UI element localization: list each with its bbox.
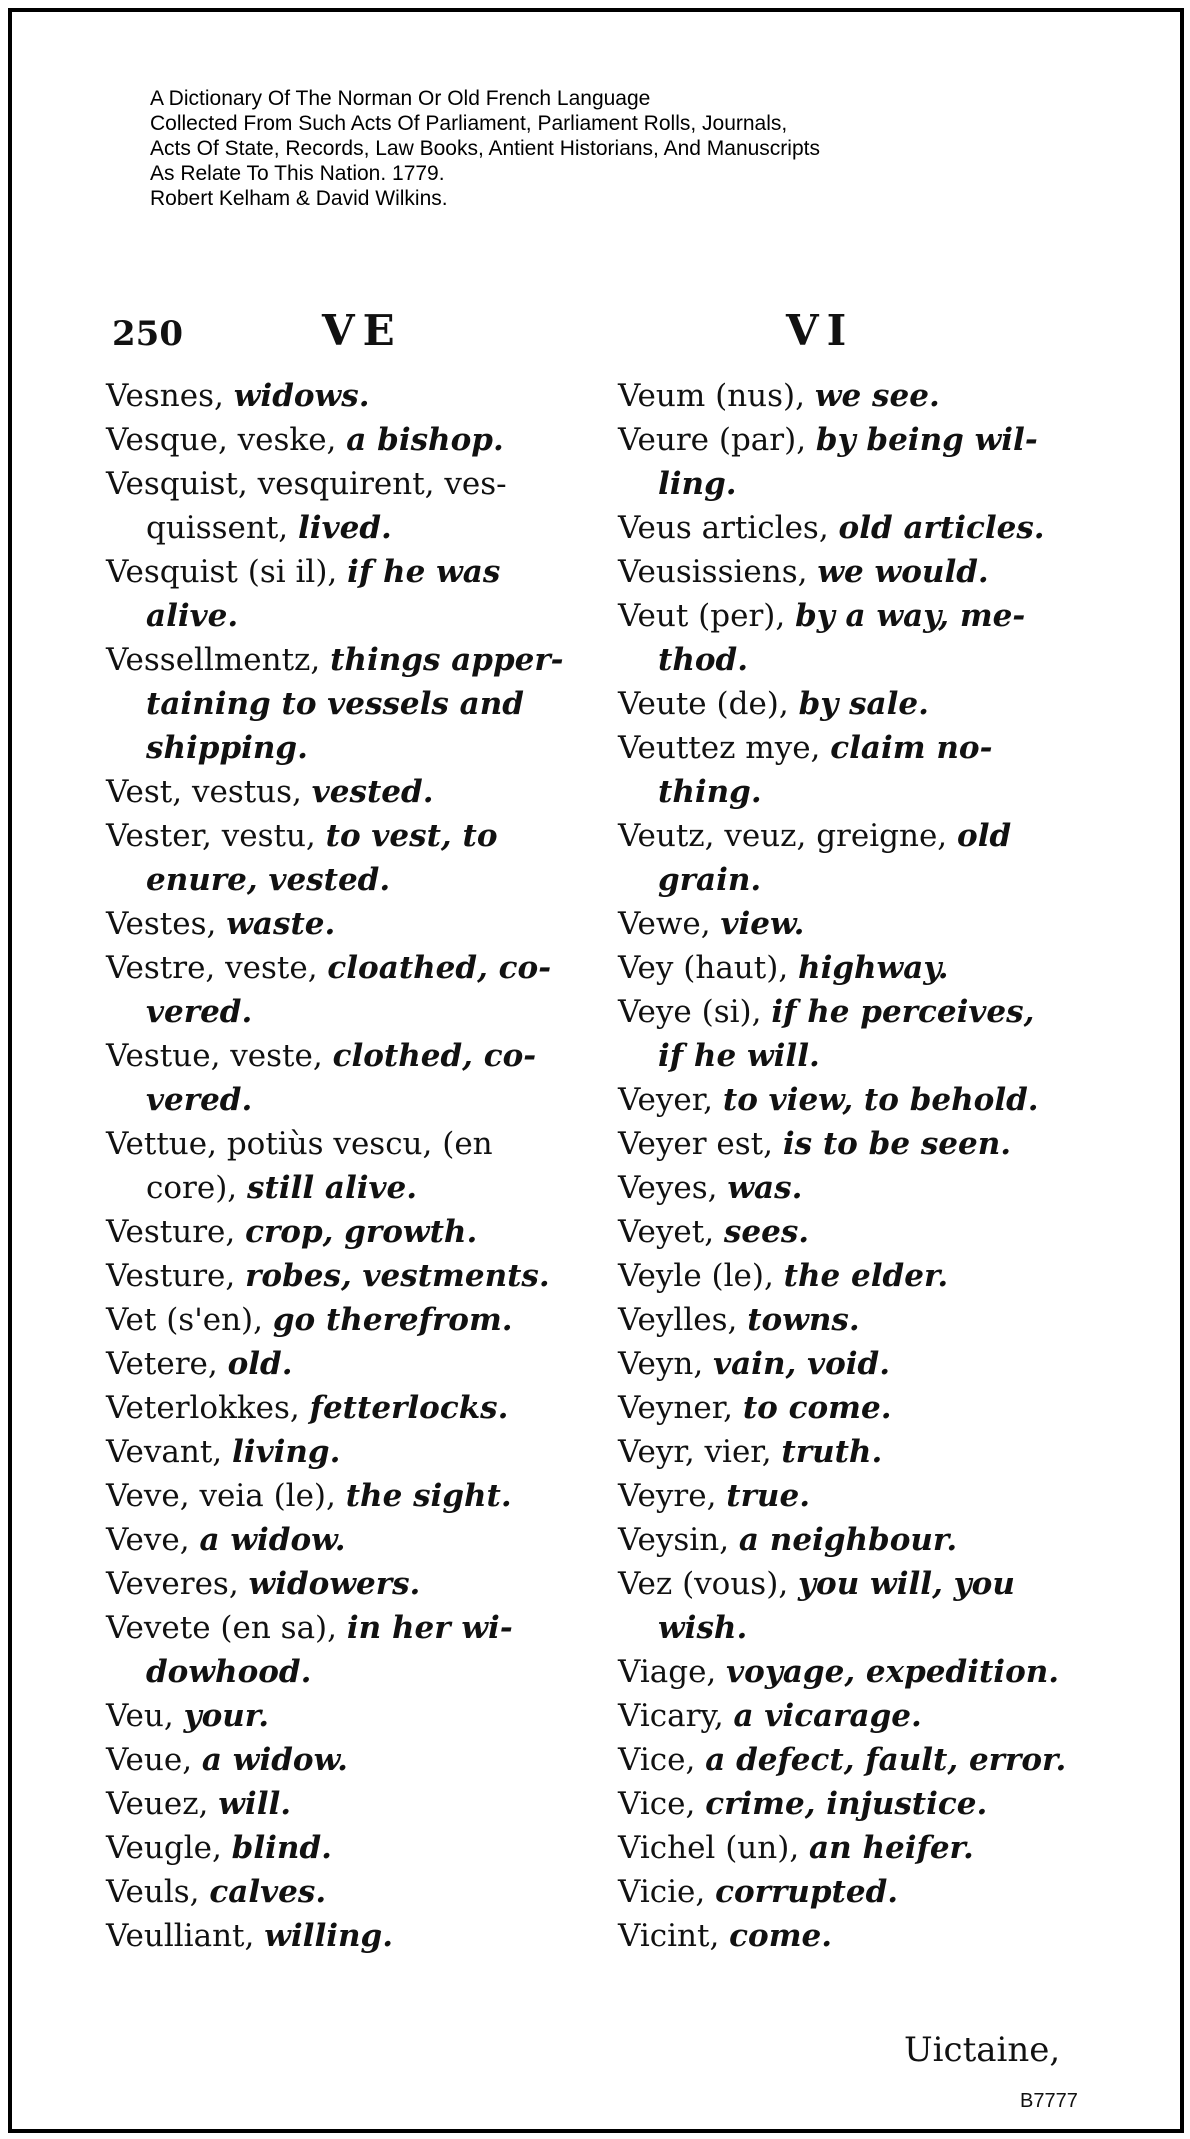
entry-continuation <box>106 506 576 550</box>
continuation-text: quissent, <box>146 510 299 546</box>
dictionary-entry <box>618 1386 1088 1430</box>
headword: Veye (si), <box>618 994 772 1030</box>
dictionary-entry <box>618 1694 1088 1738</box>
dictionary-entry <box>618 374 1088 418</box>
definition: a defect, fault, error. <box>705 1742 1067 1778</box>
dictionary-entry <box>618 1650 1088 1694</box>
headword: Veyer est, <box>618 1126 783 1162</box>
definition: alive. <box>146 598 239 634</box>
entry-continuation <box>106 990 576 1034</box>
definition: voyage, expedition. <box>726 1654 1060 1690</box>
dictionary-entry <box>106 638 576 770</box>
dictionary-entry <box>106 1518 576 1562</box>
headword: Veyet, <box>618 1214 724 1250</box>
dictionary-entry <box>618 1342 1088 1386</box>
document-header <box>150 86 820 211</box>
definition: living. <box>232 1434 341 1470</box>
definition: waste. <box>226 906 336 942</box>
definition: highway. <box>798 950 949 986</box>
definition: we would. <box>817 554 989 590</box>
headword: Vetere, <box>106 1346 228 1382</box>
entry-continuation <box>618 770 1088 814</box>
definition: will. <box>218 1786 292 1822</box>
definition: a bishop. <box>346 422 504 458</box>
headword: Vestes, <box>106 906 227 942</box>
headword: Veyer, <box>618 1082 723 1118</box>
dictionary-entry <box>106 1694 576 1738</box>
entry-continuation <box>106 1166 576 1210</box>
definition: fetterlocks. <box>309 1390 509 1426</box>
dictionary-entry <box>618 1122 1088 1166</box>
dictionary-entry <box>106 1034 576 1122</box>
headword: Veyn, <box>618 1346 714 1382</box>
definition: in her wi- <box>346 1610 513 1646</box>
headword: Vettue, potiùs vescu, (en <box>106 1126 493 1162</box>
dictionary-entry <box>106 1914 576 1958</box>
header-line: Robert Kelham & David Wilkins. <box>150 187 448 210</box>
headword: Veut (per), <box>618 598 796 634</box>
headword: Vesture, <box>106 1258 246 1294</box>
dictionary-entry <box>106 1298 576 1342</box>
headword: Vice, <box>618 1742 706 1778</box>
headword: Veyner, <box>618 1390 743 1426</box>
dictionary-entry <box>106 770 576 814</box>
dictionary-entry <box>618 682 1088 726</box>
definition: view. <box>720 906 805 942</box>
dictionary-entry <box>618 1782 1088 1826</box>
entry-continuation <box>618 462 1088 506</box>
dictionary-entry <box>106 814 576 902</box>
dictionary-entry <box>618 594 1088 682</box>
definition: old articles. <box>838 510 1045 546</box>
headword: Vesquist (si il), <box>106 554 348 590</box>
headword: Veutz, veuz, greigne, <box>618 818 958 854</box>
definition: towns. <box>747 1302 860 1338</box>
headword: Veuez, <box>106 1786 219 1822</box>
headword: Vestue, veste, <box>106 1038 333 1074</box>
page-number: 250 <box>112 314 183 354</box>
definition: a widow. <box>201 1742 348 1778</box>
entry-continuation <box>106 1650 576 1694</box>
dictionary-entry <box>618 550 1088 594</box>
entry-continuation <box>106 594 576 638</box>
headword: Veulliant, <box>106 1918 265 1954</box>
dictionary-entry <box>106 1870 576 1914</box>
entry-continuation <box>106 1078 576 1122</box>
headword: Vessellmentz, <box>106 642 331 678</box>
header-line: Collected From Such Acts Of Parliament, Parliament Rolls, Journals, <box>150 112 788 135</box>
headword: Veus articles, <box>618 510 839 546</box>
dictionary-entry <box>618 946 1088 990</box>
headword: Veve, <box>106 1522 200 1558</box>
definition: vain, void. <box>713 1346 891 1382</box>
entry-continuation <box>618 638 1088 682</box>
headword: Veyes, <box>618 1170 728 1206</box>
dictionary-entry <box>618 902 1088 946</box>
headword: Vesque, veske, <box>106 422 347 458</box>
dictionary-entry <box>618 1430 1088 1474</box>
dictionary-entry <box>106 1342 576 1386</box>
definition: by a way, me- <box>795 598 1026 634</box>
headword: Veugle, <box>106 1830 232 1866</box>
headword: Veterlokkes, <box>106 1390 310 1426</box>
definition: widowers. <box>248 1566 421 1602</box>
dictionary-entry <box>106 1210 576 1254</box>
definition: to come. <box>742 1390 892 1426</box>
definition: if he will. <box>658 1038 820 1074</box>
dictionary-entry <box>618 418 1088 506</box>
headword: Vichel (un), <box>618 1830 810 1866</box>
dictionary-entry <box>106 1606 576 1694</box>
dictionary-entry <box>618 1826 1088 1870</box>
dictionary-entry <box>106 902 576 946</box>
dictionary-entry <box>618 1914 1088 1958</box>
headword: Vestre, veste, <box>106 950 328 986</box>
dictionary-entry <box>618 1298 1088 1342</box>
definition: thing. <box>658 774 762 810</box>
definition: things apper- <box>330 642 564 678</box>
definition: taining to vessels and <box>146 686 524 722</box>
definition: claim no- <box>830 730 993 766</box>
dictionary-entry <box>106 418 576 462</box>
right-column <box>618 374 1088 1958</box>
headword: Veyr, vier, <box>618 1434 782 1470</box>
definition: was. <box>727 1170 803 1206</box>
definition: vered. <box>146 1082 253 1118</box>
running-head <box>0 306 1190 366</box>
headword: Vesnes, <box>106 378 234 414</box>
definition: go therefrom. <box>272 1302 513 1338</box>
dictionary-entry <box>618 1870 1088 1914</box>
definition: sees. <box>723 1214 810 1250</box>
headword: Veylles, <box>618 1302 748 1338</box>
dictionary-entry <box>106 1474 576 1518</box>
headword: Viage, <box>618 1654 727 1690</box>
definition: shipping. <box>146 730 308 766</box>
definition: a neighbour. <box>738 1522 958 1558</box>
definition: by being wil- <box>815 422 1038 458</box>
definition: vested. <box>311 774 434 810</box>
dictionary-entry <box>618 1166 1088 1210</box>
dictionary-entry <box>106 1386 576 1430</box>
headword: Veusissiens, <box>618 554 818 590</box>
headword: Vicary, <box>618 1698 734 1734</box>
headword: Vicie, <box>618 1874 716 1910</box>
dictionary-entry <box>106 1826 576 1870</box>
definition: a vicarage. <box>733 1698 922 1734</box>
headword: Vevant, <box>106 1434 233 1470</box>
reference-id: B7777 <box>1020 2090 1078 2112</box>
definition: wish. <box>658 1610 748 1646</box>
definition: an heifer. <box>809 1830 974 1866</box>
dictionary-entry <box>618 1738 1088 1782</box>
dictionary-entry <box>618 1078 1088 1122</box>
dictionary-entry <box>106 462 576 550</box>
definition: to vest, to <box>325 818 498 854</box>
definition: grain. <box>658 862 762 898</box>
definition: old <box>957 818 1012 854</box>
definition: if he perceives, <box>771 994 1035 1030</box>
definition: come. <box>729 1918 833 1954</box>
entry-continuation <box>618 1606 1088 1650</box>
dictionary-entry <box>106 1738 576 1782</box>
headword: Vez (vous), <box>618 1566 799 1602</box>
headword: Vice, <box>618 1786 706 1822</box>
definition: enure, vested. <box>146 862 391 898</box>
definition: the sight. <box>345 1478 512 1514</box>
dictionary-entry <box>106 1782 576 1826</box>
definition: by sale. <box>798 686 929 722</box>
left-column <box>106 374 576 1958</box>
dictionary-entry <box>106 1254 576 1298</box>
headword: Vevete (en sa), <box>106 1610 347 1646</box>
header-line: As Relate To This Nation. 1779. <box>150 162 445 185</box>
headword: Veu, <box>106 1698 184 1734</box>
definition: clothed, co- <box>332 1038 537 1074</box>
entry-continuation <box>106 682 576 726</box>
headword: Veute (de), <box>618 686 799 722</box>
definition: is to be seen. <box>782 1126 1012 1162</box>
dictionary-entry <box>106 1122 576 1210</box>
dictionary-entry <box>618 1562 1088 1650</box>
entry-continuation <box>106 858 576 902</box>
dictionary-entry <box>618 1254 1088 1298</box>
headword: Veum (nus), <box>618 378 815 414</box>
headword: Veue, <box>106 1742 202 1778</box>
dictionary-entry <box>106 374 576 418</box>
headword: Vesquist, vesquirent, ves- <box>106 466 507 502</box>
dictionary-entry <box>618 1474 1088 1518</box>
headword: Vester, vestu, <box>106 818 326 854</box>
dictionary-entry <box>618 726 1088 814</box>
headword: Veyle (le), <box>618 1258 784 1294</box>
definition: calves. <box>209 1874 327 1910</box>
dictionary-entry <box>618 1518 1088 1562</box>
definition: lived. <box>298 510 392 546</box>
running-head-left: VE <box>322 306 403 355</box>
definition: robes, vestments. <box>245 1258 550 1294</box>
definition: to view, to behold. <box>722 1082 1039 1118</box>
dictionary-entry <box>618 990 1088 1078</box>
dictionary-entry <box>106 946 576 1034</box>
definition: thod. <box>658 642 749 678</box>
continuation-text: core), <box>146 1170 247 1206</box>
entry-continuation <box>618 858 1088 902</box>
definition: still alive. <box>247 1170 418 1206</box>
definition: widows. <box>233 378 370 414</box>
definition: old. <box>227 1346 293 1382</box>
dictionary-entry <box>618 814 1088 902</box>
headword: Veve, veia (le), <box>106 1478 346 1514</box>
definition: truth. <box>781 1434 883 1470</box>
headword: Vesture, <box>106 1214 246 1250</box>
dictionary-entry <box>618 1210 1088 1254</box>
headword: Vest, vestus, <box>106 774 312 810</box>
dictionary-entry <box>106 550 576 638</box>
definition: true. <box>726 1478 810 1514</box>
running-head-right: VI <box>786 306 855 355</box>
headword: Vet (s'en), <box>106 1302 273 1338</box>
headword: Veuls, <box>106 1874 210 1910</box>
catchword: Uictaine, <box>904 2030 1061 2070</box>
dictionary-entry <box>106 1430 576 1474</box>
headword: Vewe, <box>618 906 721 942</box>
headword: Veure (par), <box>618 422 816 458</box>
definition: you will, you <box>798 1566 1015 1602</box>
definition: your. <box>183 1698 270 1734</box>
definition: dowhood. <box>146 1654 312 1690</box>
header-line: A Dictionary Of The Norman Or Old French Language <box>150 87 651 110</box>
definition: if he was <box>347 554 501 590</box>
definition: corrupted. <box>715 1874 899 1910</box>
definition: blind. <box>231 1830 332 1866</box>
definition: the elder. <box>783 1258 949 1294</box>
definition: cloathed, co- <box>327 950 552 986</box>
definition: we see. <box>814 378 940 414</box>
headword: Veysin, <box>618 1522 739 1558</box>
headword: Veuttez mye, <box>618 730 831 766</box>
dictionary-entry <box>618 506 1088 550</box>
headword: Veyre, <box>618 1478 727 1514</box>
definition: a widow. <box>199 1522 346 1558</box>
definition: crop, growth. <box>245 1214 478 1250</box>
dictionary-entry <box>106 1562 576 1606</box>
headword: Veveres, <box>106 1566 249 1602</box>
definition: vered. <box>146 994 253 1030</box>
entry-continuation <box>618 1034 1088 1078</box>
definition: ling. <box>658 466 737 502</box>
header-line: Acts Of State, Records, Law Books, Antient Historians, And Manuscripts <box>150 137 820 160</box>
headword: Vicint, <box>618 1918 730 1954</box>
headword: Vey (haut), <box>618 950 799 986</box>
definition: willing. <box>264 1918 394 1954</box>
definition: crime, injustice. <box>705 1786 988 1822</box>
